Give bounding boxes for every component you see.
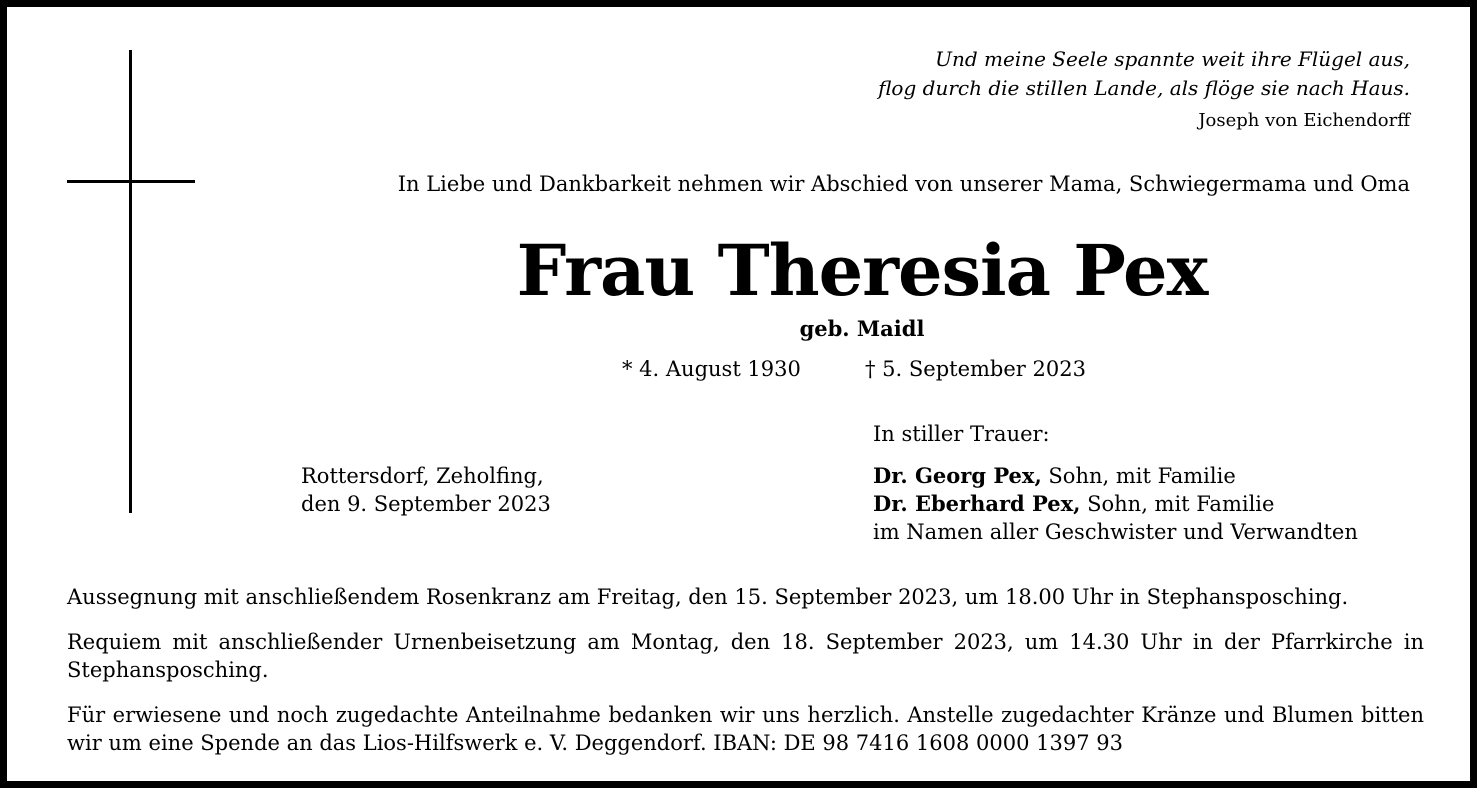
death-date: † 5. September 2023 — [865, 357, 1086, 381]
mourner-name: Dr. Georg Pex, — [873, 463, 1042, 488]
cross-icon-crossbar — [67, 180, 195, 183]
mourner-relation: Sohn, mit Familie — [1041, 464, 1236, 488]
quote-line-2: flog durch die stillen Lande, als flöge sie nach Haus. — [878, 76, 1410, 100]
date-line: den 9. September 2023 — [301, 492, 551, 516]
mourners-list — [873, 462, 1358, 546]
place-and-date — [301, 462, 551, 518]
quote-line-1: Und meine Seele spannte weit ihre Flügel aus, — [935, 47, 1410, 71]
poem-quote — [878, 45, 1410, 103]
mourners-label: In stiller Trauer: — [873, 422, 1050, 446]
maiden-name: geb. Maidl — [799, 316, 925, 341]
cross-icon — [129, 50, 132, 513]
intro-text: In Liebe und Dankbarkeit nehmen wir Abschied von unserer Mama, Schwiegermama und Oma — [397, 172, 1410, 196]
mourner-name: Dr. Eberhard Pex, — [873, 491, 1081, 516]
mourners-others: im Namen aller Geschwister und Verwandten — [873, 520, 1358, 544]
notice-blessing: Aussegnung mit anschließendem Rosenkranz am Freitag, den 15. September 2023, um 18.00 Uhr in Stephansposching. — [67, 585, 1349, 609]
place-line: Rottersdorf, Zeholfing, — [301, 464, 544, 488]
mourner-item — [873, 490, 1358, 518]
birth-date: * 4. August 1930 — [622, 357, 801, 381]
mourner-relation: Sohn, mit Familie — [1080, 492, 1275, 516]
quote-author: Joseph von Eichendorff — [1198, 110, 1410, 131]
deceased-name: Frau Theresia Pex — [516, 229, 1208, 312]
mourner-item — [873, 462, 1358, 490]
notice-thanks: Für erwiesene und noch zugedachte Anteilnahme bedanken wir uns herzlich. Anstelle zugedachter Kränze und Blumen bitten wir um eine Spende an das Lios-Hilfswerk e. V. Deggendorf. IBAN: DE 98 7416 1608 0000 1397 93 — [67, 703, 1424, 755]
notice-requiem: Requiem mit anschließender Urnenbeisetzung am Montag, den 18. September 2023, um 14.30 Uhr in der Pfarrkirche in Stephansposching. — [67, 630, 1424, 682]
